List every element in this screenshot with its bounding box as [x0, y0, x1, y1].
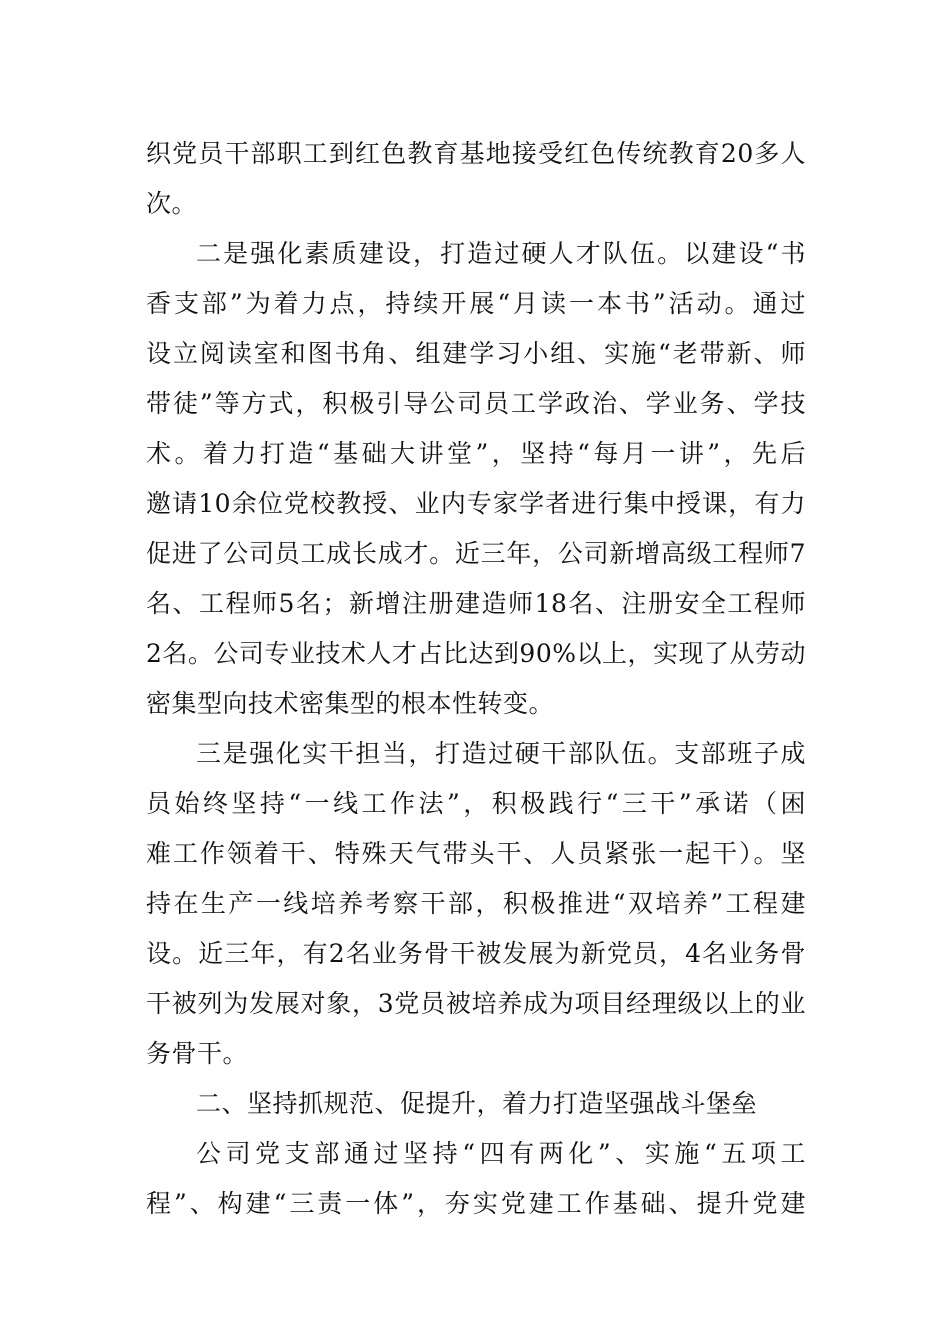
paragraph-line: 员始终坚持“一线工作法”，积极践行“三干”承诺（困	[146, 789, 806, 818]
paragraph-line: 2名。公司专业技术人才占比达到90%以上，实现了从劳动	[146, 639, 806, 668]
section-heading: 二、坚持抓规范、促提升，着力打造坚强战斗堡垒	[196, 1089, 758, 1118]
paragraph-line: 公司党支部通过坚持“四有两化”、实施“五项工	[196, 1139, 806, 1168]
paragraph-line: 名、工程师5名；新增注册建造师18名、注册安全工程师	[146, 589, 806, 618]
paragraph-line: 香支部”为着力点，持续开展“月读一本书”活动。通过	[146, 289, 806, 318]
paragraph-line: 次。	[146, 189, 198, 218]
paragraph-line: 设。近三年，有2名业务骨干被发展为新党员，4名业务骨	[146, 939, 806, 968]
paragraph-line: 三是强化实干担当，打造过硬干部队伍。支部班子成	[196, 739, 806, 768]
paragraph-line: 二是强化素质建设，打造过硬人才队伍。以建设“书	[196, 239, 806, 268]
paragraph-line: 务骨干。	[146, 1039, 249, 1068]
paragraph-line: 邀请10余位党校教授、业内专家学者进行集中授课，有力	[146, 489, 806, 518]
paragraph-line: 带徒”等方式，积极引导公司员工学政治、学业务、学技	[146, 389, 806, 418]
paragraph-line: 设立阅读室和图书角、组建学习小组、实施“老带新、师	[146, 339, 806, 368]
paragraph-line: 密集型向技术密集型的根本性转变。	[146, 689, 555, 718]
paragraph-line: 促进了公司员工成长成才。近三年，公司新增高级工程师7	[146, 539, 806, 568]
paragraph-line: 程”、构建“三责一体”，夯实党建工作基础、提升党建	[146, 1189, 806, 1218]
paragraph-line: 织党员干部职工到红色教育基地接受红色传统教育20多人	[146, 139, 806, 168]
paragraph-line: 干被列为发展对象，3党员被培养成为项目经理级以上的业	[146, 989, 806, 1018]
paragraph-line: 术。着力打造“基础大讲堂”，坚持“每月一讲”，先后	[146, 439, 806, 468]
paragraph-line: 持在生产一线培养考察干部，积极推进“双培养”工程建	[146, 889, 806, 918]
paragraph-line: 难工作领着干、特殊天气带头干、人员紧张一起干）。坚	[146, 839, 806, 868]
